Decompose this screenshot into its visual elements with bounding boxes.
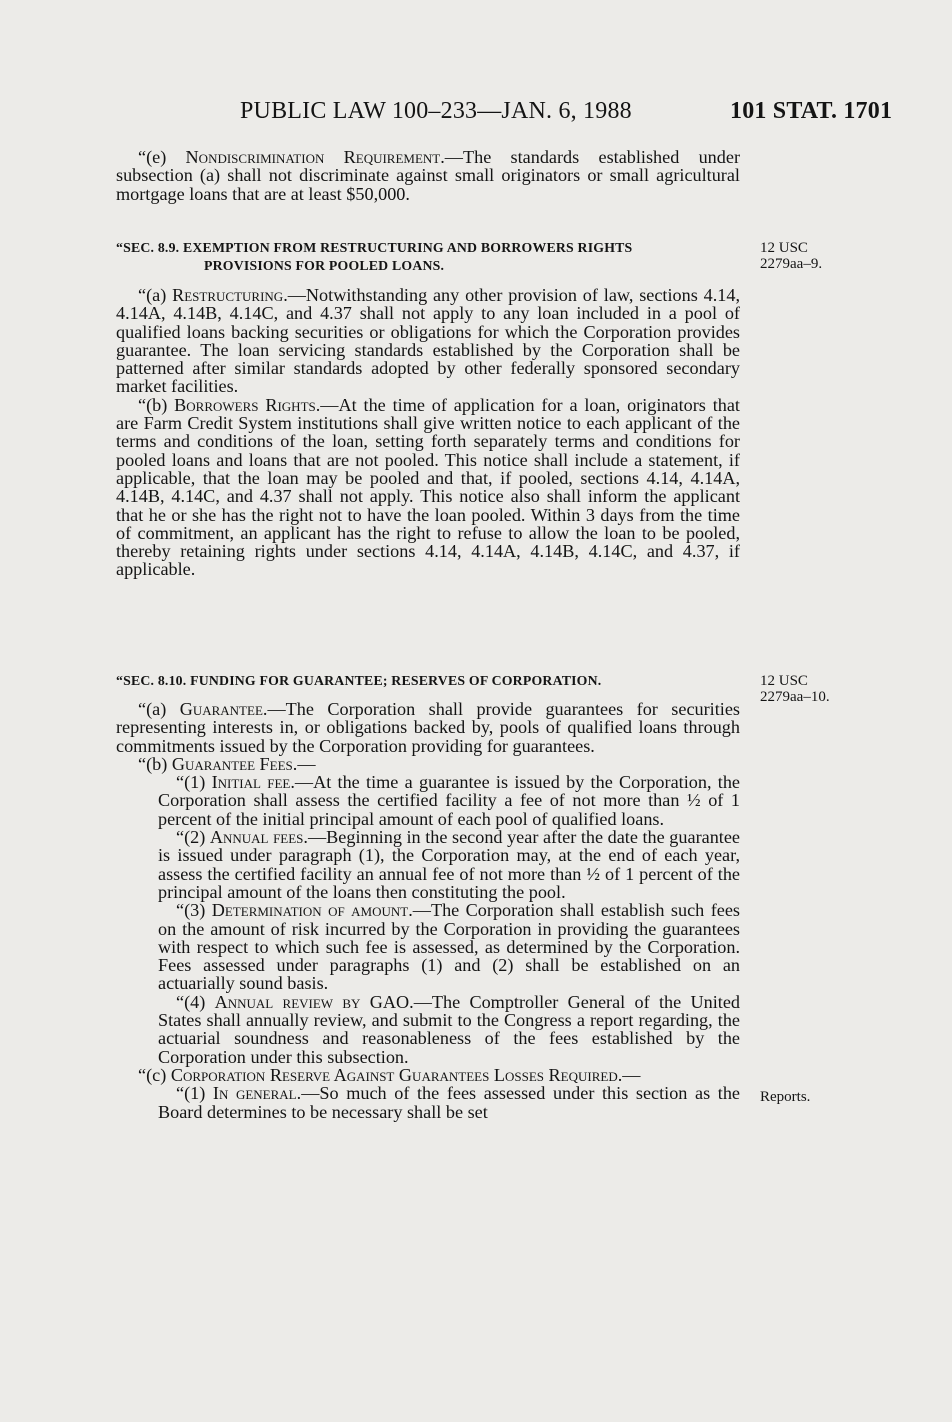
paragraph-b1-initial-fee: “(1) Initial fee.—At the time a guarantee is issued by the Corporation, the Corporation shall assess the certified facility a fee of not more than ½ of 1 percent of the initial principal amount of each pool of qualified loans. [158, 772, 740, 829]
paragraph-heading: Guarantee Fees [171, 753, 293, 774]
paragraph-heading: Restructuring [172, 285, 284, 305]
running-header-stat-page: 101 STAT. 1701 [730, 98, 893, 124]
paragraph-heading: Annual fees [209, 827, 304, 848]
paragraph-a-restructuring: “(a) Restructuring.—Notwithstanding any other provision of law, sections 4.14, 4.14A, 4.14B, 4.14C, and 4.37 shall not apply to any loan included in a pool of qualified loans backing securities or obligations for which the Corporation provides guarantee. The loan servicing standards established by the Corporation shall be patterned after similar standards adopted by other federally sponsored secondary market facilities. [116, 285, 740, 397]
paragraph-heading: Determination of amount [211, 900, 409, 921]
paragraph-e-nondiscrimination: “(e) Nondiscrimination Requirement.—The standards established under subsection (a) shall not discriminate against small originators or small agricultural mortgage loans that are at least $50,000. [116, 147, 741, 204]
paragraph-a-guarantee: “(a) Guarantee.—The Corporation shall provide guarantees for securities representing interests in, or obligations backed by, pools of qualified loans through commitments issued by the Corporation providing for guarantees. [116, 699, 740, 756]
paragraph-c-corporation-reserve: “(c) Corporation Reserve Against Guarantees Losses Required.— [138, 1064, 641, 1085]
paragraph-heading: In general [212, 1083, 297, 1104]
margin-note-reports: Reports. [760, 1089, 811, 1105]
section-8-10-body [116, 700, 740, 1121]
paragraph-c1-in-general: “(1) In general.—So much of the fees assessed under this section as the Board determines to be necessary shall be set [158, 1083, 741, 1122]
margin-note-usc-citation: 12 USC 2279aa–10. [760, 673, 830, 705]
paragraph-b4-annual-review-by-gao: “(4) Annual review by GAO.—The Comptroller General of the United States shall annually review, and submit to the Congress a report regarding, the actuarial soundness and reasonableness of the fees established by the Corporation under this subsection. [158, 991, 740, 1067]
paragraph-b2-annual-fees: “(2) Annual fees.—Beginning in the second year after the date the guarantee is issued under paragraph (1), the Corporation may, at the end of each year, assess the certified facility an annual fee of not more than ½ of 1 percent of the principal amount of the loans then constituting the pool. [158, 827, 740, 902]
running-header-title: PUBLIC LAW 100–233—JAN. 6, 1988 [240, 98, 632, 124]
section-8-9-heading: “SEC. 8.9. EXEMPTION FROM RESTRUCTURING AND BORROWERS RIGHTS PROVISIONS FOR POOLED LOANS. [116, 240, 633, 273]
paragraph-heading: Annual review by GAO [214, 991, 410, 1012]
paragraph-heading: Nondiscrimination Requirement [185, 147, 441, 167]
paragraph-heading: Guarantee [179, 699, 263, 719]
paragraph-b3-determination-of-amount: “(3) Determination of amount.—The Corporation shall establish such fees on the amount of risk incurred by the Corporation in providing the guarantees with respect to which such fee is assessed, as determined by the Corporation. Fees assessed under paragraphs (1) and (2) shall be established on an actuarially sound basis. [158, 900, 740, 994]
paragraph-heading: Borrowers Rights [174, 394, 316, 415]
paragraph-b-guarantee-fees: “(b) Guarantee Fees.— [138, 753, 316, 774]
section-8-10-heading: “SEC. 8.10. FUNDING FOR GUARANTEE; RESERVES OF CORPORATION. [116, 673, 602, 688]
margin-note-usc-citation: 12 USC 2279aa–9. [760, 240, 823, 272]
paragraph-heading: Initial fee [211, 772, 291, 793]
paragraph-heading: Corporation Reserve Against Guarantees Losses Required [170, 1064, 618, 1085]
paragraph-b-borrowers-rights: “(b) Borrowers Rights.—At the time of application for a loan, originators that are Farm Credit System institutions shall give written notice to each applicant of the terms and conditions of the loan, setting forth separately terms and conditions for pooled loans and loans that are not pooled. This notice shall include a statement, if applicable, that the loan may be pooled and that, if pooled, sections 4.14, 4.14A, 4.14B, 4.14C, and 4.37 shall not apply. This notice also shall inform the applicant that he or she has the right not to have the loan pooled. Within 3 days from the time of commitment, an applicant has the right to refuse to allow the loan to be pooled, thereby retaining rights under sections 4.14, 4.14A, 4.14B, 4.14C, and 4.37, if applicable. [116, 394, 740, 580]
section-8-9-body [116, 286, 740, 579]
